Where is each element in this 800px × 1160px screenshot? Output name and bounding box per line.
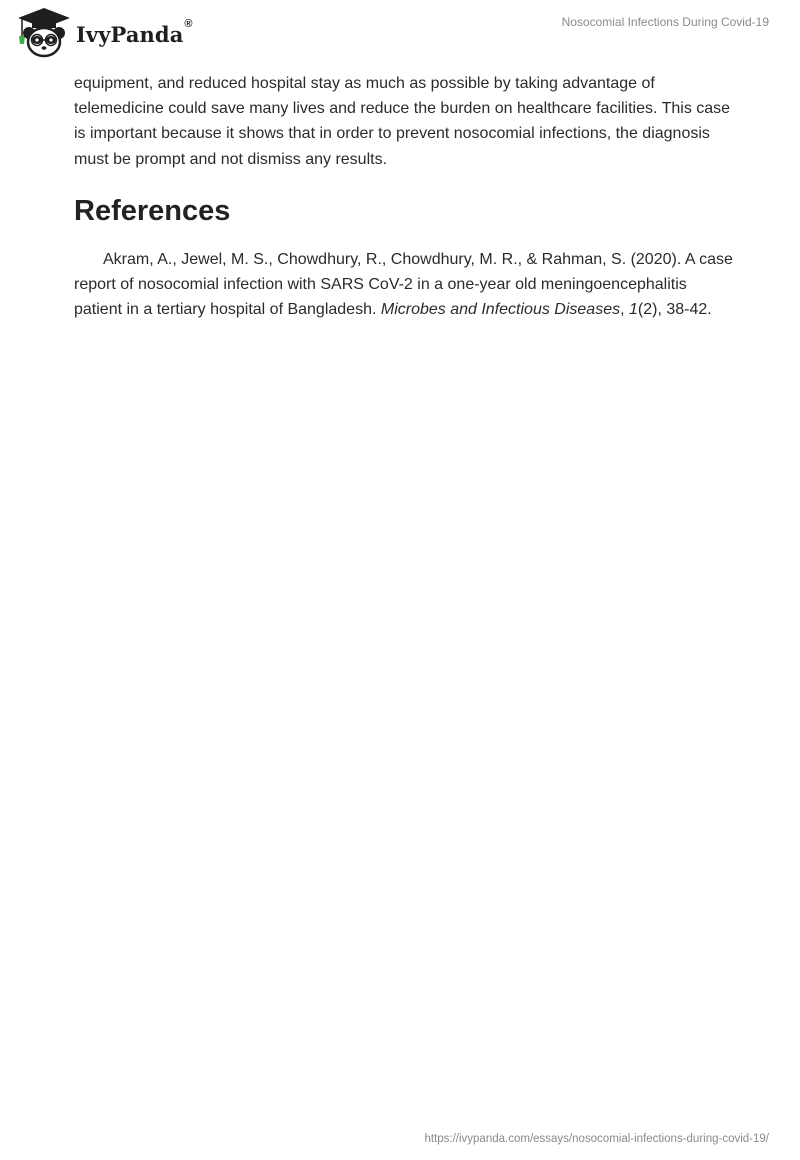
- reference-separator: ,: [620, 301, 629, 319]
- reference-volume: 1: [628, 301, 638, 319]
- document-body: [74, 71, 734, 322]
- registered-mark: ®: [184, 17, 193, 30]
- reference-authors-title: Akram, A., Jewel, M. S., Chowdhury, R., Chowdhury, M. R., & Rahman, S. (2020). A case report of nosocomial infection with SARS CoV-2 in a one-year old meningoencephalitis patient in a tertiary hospital of Bangladesh.: [74, 250, 733, 319]
- reference-entry: [74, 247, 734, 323]
- logo-wordmark: IvyPanda®: [76, 17, 193, 47]
- footer-url-link[interactable]: https://ivypanda.com/essays/nosocomial-infections-during-covid-19/: [424, 1133, 769, 1145]
- reference-issue-pages: (2), 38-42.: [637, 301, 712, 319]
- page-header: [0, 0, 800, 70]
- references-heading: References: [74, 194, 231, 227]
- panda-graduate-icon: [14, 6, 74, 58]
- ivypanda-logo[interactable]: [14, 6, 193, 58]
- body-paragraph: equipment, and reduced hospital stay as much as possible by taking advantage of telemedicine could save many lives and reduce the burden on healthcare facilities. This case is important because it shows that in order to prevent nosocomial infections, the diagnosis must be prompt and not dismiss any results.: [74, 75, 731, 168]
- reference-journal: Microbes and Infectious Diseases: [380, 301, 621, 319]
- document-title: Nosocomial Infections During Covid-19: [561, 15, 769, 29]
